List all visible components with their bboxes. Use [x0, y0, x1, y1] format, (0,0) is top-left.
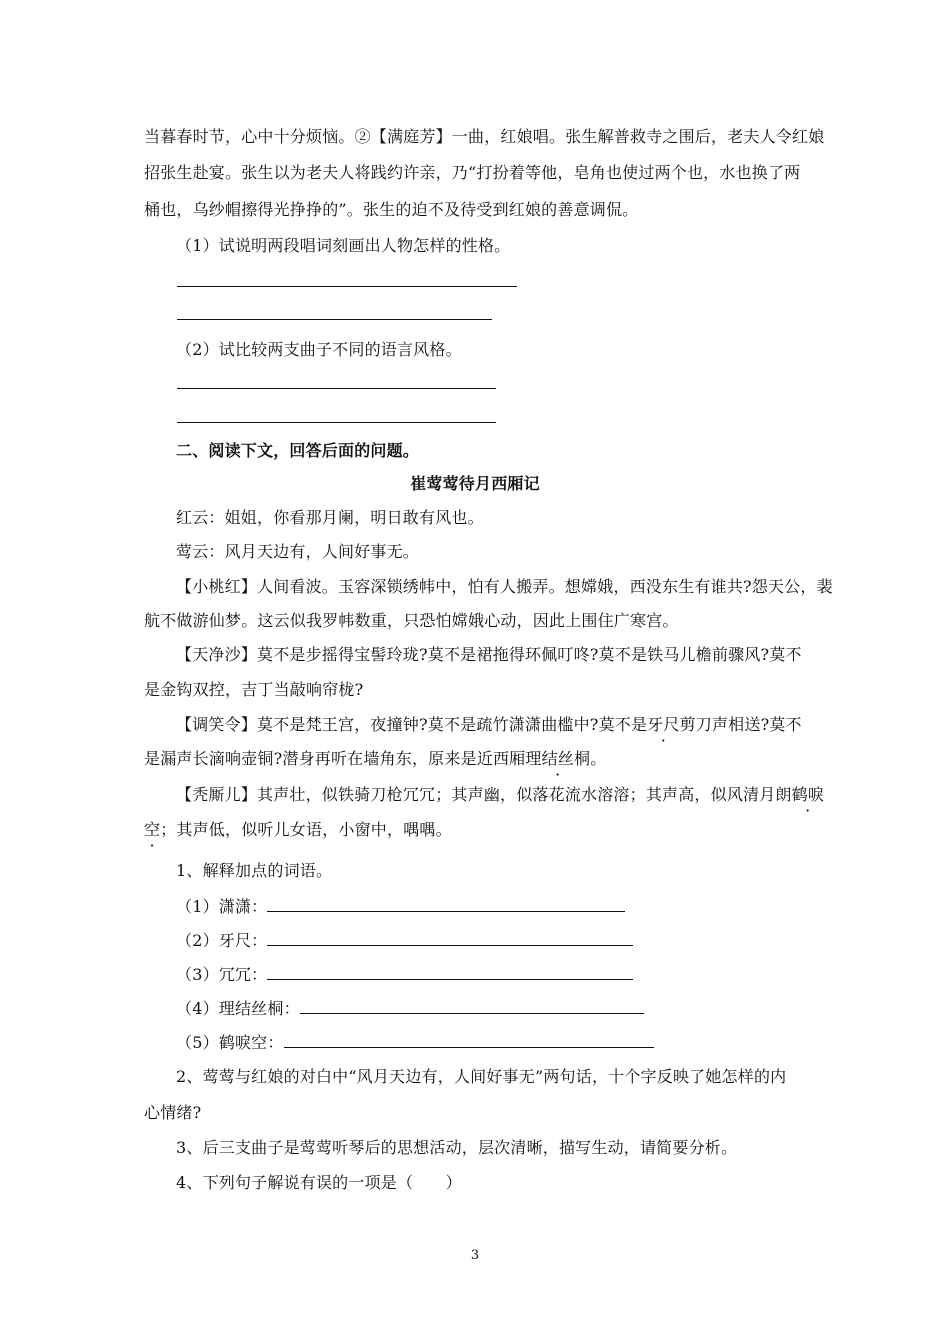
verse-line: 是金钩双控，吉丁当敲响帘栊?: [144, 680, 364, 699]
definition-item: [176, 1032, 654, 1053]
text-segment: ；其声幽，似落花流水溶溶；其声高，似风清月朗: [435, 785, 792, 804]
definition-label: （2）牙尺：: [176, 931, 268, 950]
answer-line[interactable]: [177, 422, 496, 423]
definition-label: （1）潇潇：: [176, 897, 268, 916]
definition-label: （5）鹤唳空：: [176, 1033, 284, 1052]
answer-line[interactable]: [177, 286, 517, 287]
passage-title: 崔莺莺待月西厢记: [410, 474, 540, 493]
definition-item: [176, 930, 633, 951]
verse-line: [144, 749, 606, 769]
verse-line: [176, 785, 824, 805]
dotted-term-yachi: 牙尺: [647, 715, 680, 734]
dotted-term-kong: 空: [144, 820, 161, 839]
dotted-term-heli: 鹤唳: [791, 785, 825, 804]
dotted-term-lijiesitong: 理结丝桐: [525, 749, 591, 768]
text-segment: 【调笑令】莫不是梵王宫，夜撞钟?莫不是疏竹: [176, 715, 509, 734]
dialogue-line: 红云：姐姐，你看那月阑，明日敢有风也。: [176, 508, 484, 527]
question-1-2: （2）试比较两支曲子不同的语言风格。: [176, 340, 462, 359]
definition-item: [176, 998, 644, 1019]
paragraph-line: 桶也，乌纱帽擦得光挣挣的”。张生的迫不及待受到红娘的善意调侃。: [144, 200, 639, 219]
answer-line[interactable]: [177, 388, 496, 389]
question-2-2: 心情绪?: [144, 1103, 202, 1122]
definition-item: [176, 964, 633, 985]
text-segment: 曲槛中?莫不是: [541, 715, 648, 734]
definition-label: （3）冗冗：: [176, 965, 268, 984]
page-number: 3: [470, 1248, 480, 1263]
answer-blank[interactable]: [267, 896, 625, 912]
dialogue-line: 莺云：风月天边有，人间好事无。: [176, 542, 420, 561]
text-segment: 【秃厮儿】其声壮，似铁骑刀枪: [176, 785, 403, 804]
dotted-term-rongrong: 冗冗: [402, 785, 436, 804]
paragraph-line: 招张生赴宴。张生以为老夫人将践约许亲，乃“打扮着等他，皂角也使过两个也，水也换了两: [144, 163, 801, 182]
question-2-1: 1、解释加点的词语。: [176, 861, 333, 880]
text-segment: 剪刀声相送?莫不: [679, 715, 802, 734]
definition-label: （4）理结丝桐：: [176, 999, 300, 1018]
verse-line: [144, 820, 452, 840]
question-2-4: 4、下列句子解说有误的一项是（ ）: [176, 1173, 462, 1192]
question-1-1: （1）试说明两段唱词刻画出人物怎样的性格。: [176, 236, 511, 255]
answer-blank[interactable]: [267, 930, 633, 946]
dotted-term-xiaoxiao: 潇潇: [508, 715, 542, 734]
definition-item: [176, 896, 625, 917]
question-2-2: 2、莺莺与红娘的对白中“风月天边有，人间好事无”两句话，十个字反映了她怎样的内: [176, 1067, 787, 1086]
verse-line: 航不做游仙梦。这云似我罗帏数重，只恐怕嫦娥心动，因此上围住广寒宫。: [144, 611, 679, 630]
verse-line: 【小桃红】人间看波。玉容深锁绣帏中，怕有人搬弄。想嫦娥，西没东生有谁共?怨天公，裴: [176, 577, 833, 596]
paragraph-line: 当暮春时节，心中十分烦恼。②【满庭芳】一曲，红娘唱。张生解普救寺之围后，老夫人令红娘: [144, 127, 825, 146]
answer-blank[interactable]: [284, 1032, 654, 1048]
question-2-3: 3、后三支曲子是莺莺听琴后的思想活动，层次清晰，描写生动，请简要分析。: [176, 1138, 738, 1157]
text-segment: 。: [590, 749, 607, 768]
section-heading: 二、阅读下文，回答后面的问题。: [176, 441, 420, 460]
verse-line: [176, 715, 802, 735]
text-segment: ；其声低，似听儿女语，小窗中，喁喁。: [160, 820, 452, 839]
answer-blank[interactable]: [267, 964, 633, 980]
verse-line: 【天净沙】莫不是步摇得宝髻玲珑?莫不是裙拖得环佩叮咚?莫不是铁马儿檐前骤风?莫不: [176, 645, 802, 664]
answer-blank[interactable]: [300, 998, 644, 1014]
text-segment: 是漏声长滴响壶铜?潜身再听在墙角东，原来是近西厢: [144, 749, 526, 768]
answer-line[interactable]: [177, 319, 492, 320]
